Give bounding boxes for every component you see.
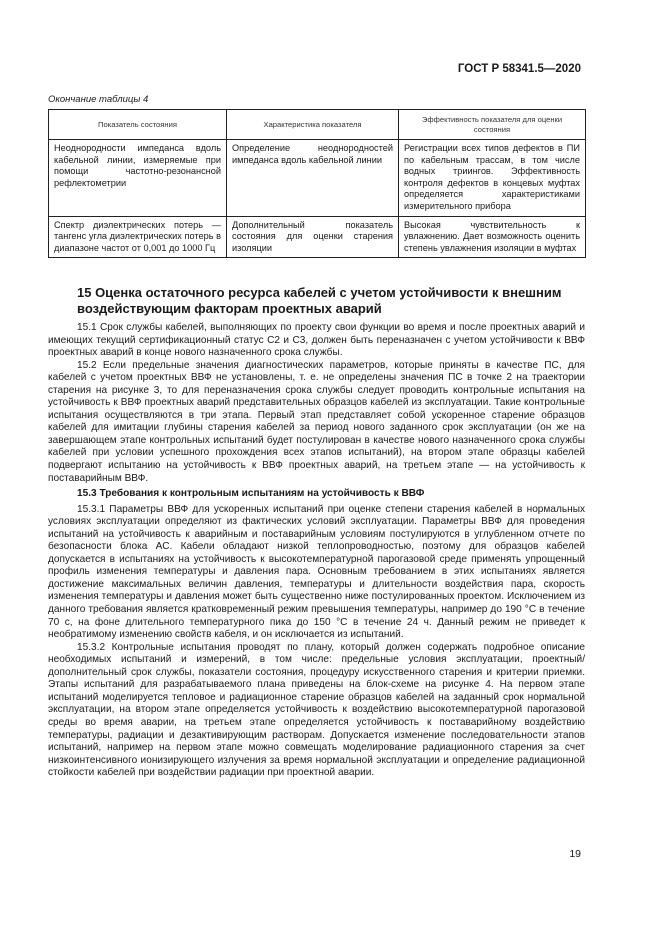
paragraph-15-1: 15.1 Срок службы кабелей, выполняющих по проекту свои функции во время и после проектных аварий и имеющих текущий сертификационный статус С2 и С3, должен быть переназначен с учетом устойчивости к ВВФ проектных аварий в конце нового назначенного срока службы.	[48, 322, 585, 359]
table-cell: Регистрации всех типов дефектов в ПИ по кабельным трассам, в том числе водных триингов. Эффективность контроля дефектов в концевых муфтах определяется характеристиками измерительного прибора	[399, 140, 586, 217]
subsection-heading-15-3: 15.3 Требования к контрольным испытаниям на устойчивость к ВВФ	[77, 488, 425, 500]
paragraph-15-2: 15.2 Если предельные значения диагностических параметров, которые приняты в качестве ПС, для кабелей с учетом проектных ВВФ не установлены, т. е. не определены значения ПС в точке 2 на траектории старения на рисунке 3, то для переназначения срока службы следует проводить контрольные испытания на устойчивость к ВВФ проектных аварий представительных образцов кабелей из эксплуатации. Такие контрольные испытания осуществляются в три этапа. Первый этап представляет собой ускоренное старение образцов кабелей для имитации глубины старения кабелей за период нового заданного срок эксплуатации (он же на завершающем этапе контрольных испытаний будет постулирован в качестве нового назначенного срока службы кабелей при условии успешного прохождения всех этапов испытаний), на втором этапе образцы кабелей подвергают испытанию на устойчивость к ВВФ проектных аварий, на третьем этапе — на устойчивость к поставарийным ВВФ.	[48, 359, 585, 484]
table-cell: Спектр диэлектрических потерь — тангенс угла диэлектрических потерь в диапазоне частот от 0,001 до 1000 Гц	[49, 216, 227, 258]
column-header: Показатель состояния	[49, 110, 227, 140]
condition-indicators-table	[48, 109, 586, 258]
section-heading: 15 Оценка остаточного ресурса кабелей с учетом устойчивости к внешним воздействующим факторам проектных аварий	[77, 285, 562, 316]
table-cell: Дополнительный показатель состояния для оценки старения изоляции	[227, 216, 399, 258]
page-number: 19	[569, 848, 581, 860]
column-header: Характеристика показателя	[227, 110, 399, 140]
table-cell: Высокая чувствительность к увлажнению. Дает возможность оценить степень увлажнения изоляции в муфтах	[399, 216, 586, 258]
paragraph-15-3-1: 15.3.1 Параметры ВВФ для ускоренных испытаний при оценке степени старения кабелей в нормальных условиях эксплуатации определяют из фактических условий эксплуатации. Параметры ВВФ для проведения испытаний на устойчивость к аварийным и поставарийным условиям постулируются в углубленном отчете по безопасности блока АС. Кабели обладают низкой теплопроводностью, поэтому для образцов кабелей допускается в испытаниях на устойчивость к высокотемпературной парогазовой среде применять упрощенный профиль изменения температуры и давления пара. Основным требованием в этих испытаниях является достижение максимальных величин давления, температуры и длительности воздействия пара, скорость изменения температуры и давления может быть существенно ниже постулированных проектом. Исключением из данного требования является кратковременный режим превышения температуры, например до 190 °С в течение 70 с, на фоне длительного температурного пика до 150 °С в течение 24 ч. Данный режим не приведет к необратимому изменению свойств кабеля, и он исключается из испытаний.	[48, 503, 585, 641]
table-row	[49, 216, 586, 258]
table-cell: Определение неоднородностей импеданса вдоль кабельной линии	[227, 140, 399, 217]
table-row	[49, 140, 586, 217]
table-header-row	[49, 110, 586, 140]
table-caption: Окончание таблицы 4	[48, 94, 149, 105]
table-cell: Неоднородности импеданса вдоль кабельной линии, измеряемые при помощи частотно-резонансной рефлектометрии	[49, 140, 227, 217]
section-body	[48, 322, 585, 780]
document-id: ГОСТ Р 58341.5—2020	[457, 63, 581, 75]
column-header: Эффективность показателя для оценки состояния	[399, 110, 586, 140]
paragraph-15-3-2: 15.3.2 Контрольные испытания проводят по плану, который должен содержать подробное описание необходимых испытаний и измерений, в том числе: предельные условия эксплуатации, проектный/дополнительный срок службы, показатели состояния, процедуру искусственного старения и критерии приемки. Этапы испытаний для разрабатываемого плана приведены на блок-схеме на рисунке 4. На первом этапе испытаний моделируется тепловое и радиационное старение образцов кабелей на заданный срок нормальной эксплуатации, на втором этапе определяется устойчивость к воздействию высокотемпературной парогазовой среды во время аварии, на третьем этапе определяется устойчивость к поставарийному воздействию температуры, радиации и дезактивирующим растворам. Допускается изменение последовательности этапов испытаний, например на первом этапе можно совмещать моделирование радиационного старения за счет низкоинтенсивного ионизирующего излучения за время нормальной эксплуатации и определение радиационной стойкости кабелей при воздействии радиации при проектной аварии.	[48, 641, 585, 779]
